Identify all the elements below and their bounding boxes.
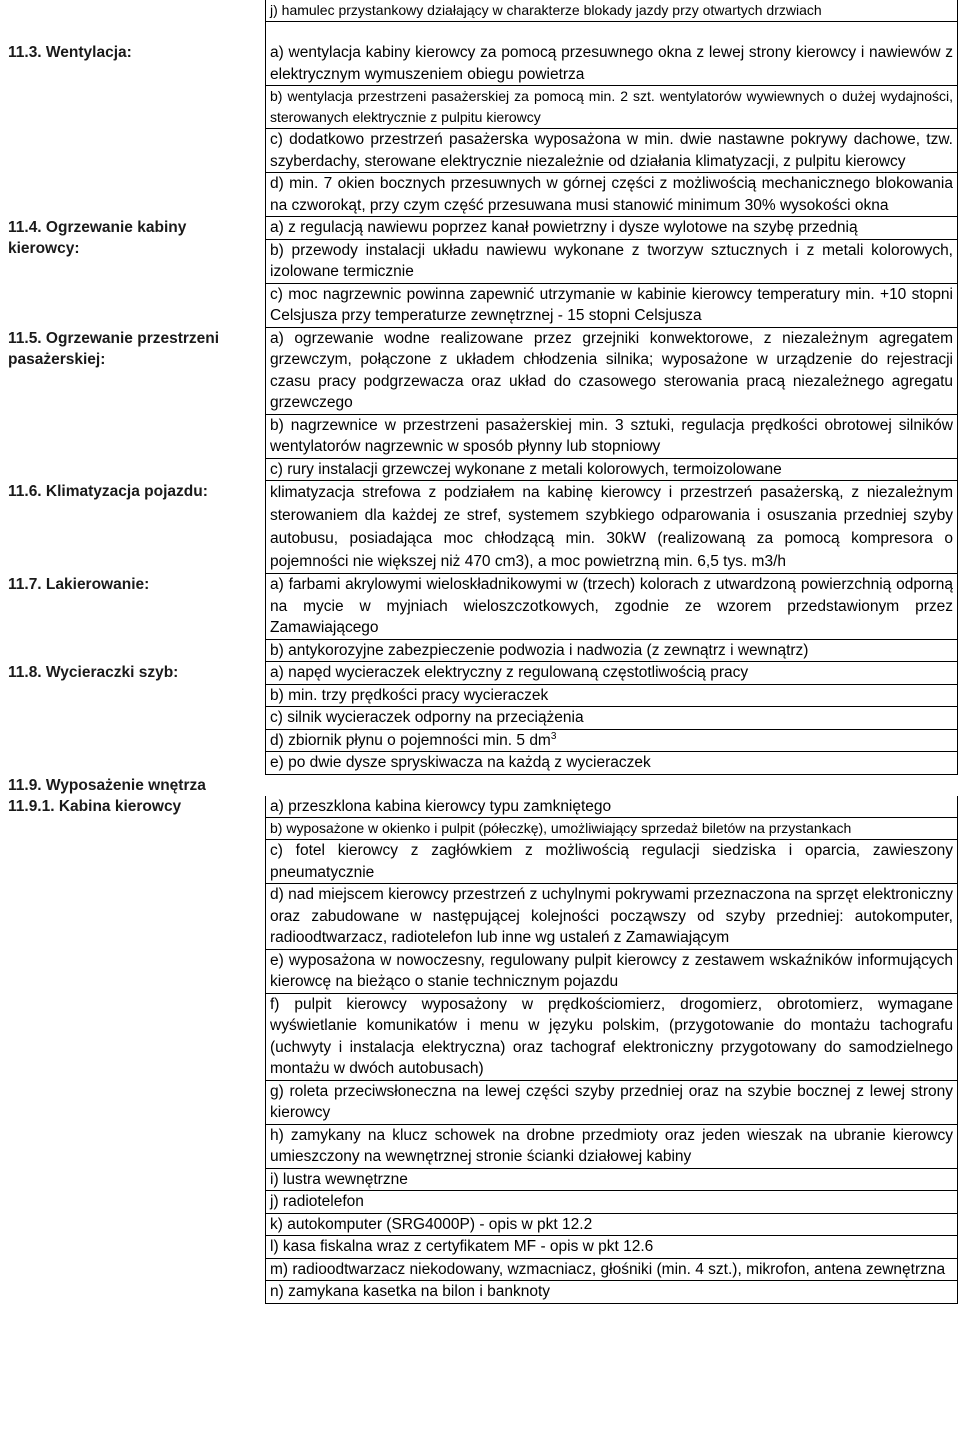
spec-item [266,840,957,884]
section-label: 11.9. Wyposażenie wnętrza [8,776,206,794]
spec-item-text: j) radiotelefon [270,1193,364,1210]
spec-item [266,328,957,415]
spec-item-text: j) hamulec przystankowy działający w charakterze blokady jazdy przy otwartych drzwiach [270,2,822,18]
spec-item [266,284,957,328]
spec-item-text: b) antykorozyjne zabezpieczenie podwozia i nadwozia (z zewnątrz i wewnątrz) [270,641,809,659]
spec-item-text: h) zamykany na klucz schowek na drobne przedmioty oraz jeden wieszak na ubranie kierowcy umieszczony na wewnętrznej stronie ścianki działowej kabiny [270,1126,953,1165]
spec-item [266,0,957,22]
section-label: 11.3. Wentylacja: [8,44,132,61]
section-content [265,662,958,775]
section-row [4,0,958,22]
section-label: 11.6. Klimatyzacja pojazdu: [8,483,208,500]
section-content [265,481,958,574]
spec-item [266,459,957,482]
spec-item-text: i) lustra wewnętrzne [270,1170,408,1188]
section-row [4,328,958,482]
section-row [4,42,958,217]
spec-item-text: d) zbiornik płynu o pojemności min. 5 dm [270,731,551,749]
spec-item-text: e) wyposażona w nowoczesny, regulowany pulpit kierowcy z zestawem wskaźników informujących kierowcę na bieżąco o stanie technicznym pojazdu [270,951,953,990]
section-content [265,328,958,482]
section-row [4,796,958,1304]
spec-item [266,574,957,640]
spec-item [266,1214,957,1237]
section-row [4,574,958,662]
spec-item [266,1169,957,1192]
spec-item-text: c) moc nagrzewnic powinna zapewnić utrzymanie w kabinie kierowcy temperatury min. +10 stopni Celsjusza przy temperaturze zewnętrznej - 15 stopni Celsjusza [270,285,953,324]
spec-item-text: g) roleta przeciwsłoneczna na lewej części szyby przedniej oraz na szybie bocznej z lewej strony kierowcy [270,1082,953,1121]
superscript: 3 [550,730,557,742]
spec-item-text: m) radioodtwarzacz niekodowany, wzmacniacz, głośniki (min. 4 szt.), mikrofon, antena zewnętrzna [270,1260,946,1278]
spec-item-text: k) autokomputer (SRG4000P) - opis w pkt 12.2 [270,1215,593,1233]
spec-item [266,796,957,819]
section-content [265,574,958,662]
spec-item [266,129,957,173]
spec-item [266,662,957,685]
section-label: 11.8. Wycieraczki szyb: [8,664,179,681]
spec-item [266,707,957,730]
section-row [4,481,958,574]
section-content [265,217,958,328]
spec-item-text: d) nad miejscem kierowcy przestrzeń z uchylnymi pokrywami przeznaczona na sprzęt elektroniczny oraz zabudowane w następującej kolejności począwszy od szyby przedniej: autokomputer, radioodtwarzacz, radiotelefon lub inne wg ustaleń z Zamawiającym [270,886,953,946]
spec-item [266,950,957,994]
spec-item-text: e) po dwie dysze spryskiwacza na każdą z wycieraczek [270,754,651,771]
spec-item-text: klimatyzacja strefowa z podziałem na kabinę kierowcy i przestrzeń pasażerską, z niezależnym sterowaniem dla każdej ze stref, systemem szybkiego odparowania i osuszania przedniej szyby autobusu, posiadająca moc chłodzącą min. 30kW (realizowaną za pomocą kompresora o pojemności nie większej niż 470 cm3), a moc powietrzną min. 6,5 tys. m3/h [270,484,953,570]
section-row [4,662,958,775]
spec-item-text: c) silnik wycieraczek odporny na przeciążenia [270,709,584,726]
spec-item [266,217,957,240]
spec-item [266,1191,957,1214]
spec-item-text: c) rury instalacji grzewczej wykonane z metali kolorowych, termoizolowane [270,460,782,478]
section-label [4,0,265,22]
spec-item-text: a) przeszklona kabina kierowcy typu zamkniętego [270,797,612,815]
spec-item-text: d) min. 7 okien bocznych przesuwnych w górnej części z możliwością mechanicznego blokowania na czworokąt, przy czym część przesuwana musi stanowić minimum 30% wysokości okna [270,175,953,214]
spec-item [266,481,957,574]
spec-item [266,1125,957,1169]
spec-item [266,685,957,708]
spec-item-text: b) wentylacja przestrzeni pasażerskiej za pomocą min. 2 szt. wentylatorów wywiewnych o dużej wydajności, sterowanych elektrycznie z pulpitu kierowcy [270,88,953,125]
section-label: 11.7. Lakierowanie: [8,576,150,593]
spec-item [266,173,957,217]
specification-table [4,0,958,1304]
section-row [4,217,958,328]
spec-item [266,1281,957,1304]
spec-item-text: b) min. trzy prędkości pracy wycieraczek [270,686,549,704]
spec-item [266,818,957,840]
spec-item-text: c) fotel kierowcy z zagłówkiem z możliwością regulacji siedziska i oparcia, zawieszony pneumatycznie [270,842,953,881]
spec-item-text: n) zamykana kasetka na bilon i banknoty [270,1283,551,1300]
spec-item [266,730,957,753]
section-label: 11.5. Ogrzewanie przestrzeni pasażerskiej: [8,329,220,368]
spec-item-text: b) nagrzewnice w przestrzeni pasażerskiej min. 3 sztuki, regulacja prędkości obrotowej silników wentylatorów nagrzewnic w sposób płynny lub stopniowy [270,416,953,455]
spec-item-text: b) przewody instalacji układu nawiewu wykonane z tworzyw sztucznych i z metali kolorowych, izolowane termicznie [270,241,953,280]
section-row [4,775,958,796]
spec-item [266,86,957,129]
spec-item [266,994,957,1081]
spec-item-text: a) napęd wycieraczek elektryczny z regulowaną częstotliwością pracy [270,664,749,681]
section-content [265,42,958,217]
spec-item-text: c) dodatkowo przestrzeń pasażerska wyposażona w min. dwie nastawne pokrywy dachowe, tzw. szyberdachy, sterowane elektrycznie niezależnie od działania klimatyzacji, z pulpitu kierowcy [270,131,953,170]
section-content [265,0,958,22]
spec-item-text: a) ogrzewanie wodne realizowane przez grzejniki konwektorowe, z niezależnym agregatem grzewczym, połączone z układem chłodzenia silnika; wyposażone w urządzenie do rejestracji czasu pracy podgrzewacza oraz układ do czasowego sterowania pracą niezależnego agregatu grzewczego [270,329,953,411]
section-content [265,775,958,796]
spec-item [266,240,957,284]
spec-item-text: a) z regulacją nawiewu poprzez kanał powietrzny i dysze wylotowe na szybę przednią [270,219,858,236]
spec-item [266,752,957,775]
spec-item-text: a) wentylacja kabiny kierowcy za pomocą przesuwnego okna z lewej strony kierowcy i nawiewów z elektrycznym wymuszeniem obiegu powietrza [270,44,953,83]
spec-item-text: b) wyposażone w okienko i pulpit (półeczkę), umożliwiający sprzedaż biletów na przystankach [270,820,852,836]
section-label: 11.9.1. Kabina kierowcy [8,797,182,815]
spec-item [266,884,957,950]
spec-item [266,1259,957,1282]
spacer [265,22,958,42]
spec-item [266,42,957,86]
spec-item [266,1081,957,1125]
section-content [265,796,958,1304]
spec-item-text: a) farbami akrylowymi wieloskładnikowymi w (trzech) kolorach z utwardzoną powierzchnią odporną na mycie w myjniach wieloszczotkowych, zgodnie ze wzorem przedstawionym przez Zamawiającego [270,576,953,636]
spec-item-text: l) kasa fiskalna wraz z certyfikatem MF - opis w pkt 12.6 [270,1238,654,1255]
spec-item [266,1236,957,1259]
spec-item-text: f) pulpit kierowcy wyposażony w prędkościomierz, drogomierz, obrotomierz, wymagane wyświetlanie komunikatów i menu w języku polskim, (przygotowanie do montażu tachografu (uchwyty i instalacja elektryczna) oraz tachograf elektroniczny przygotowany do samodzielnego montażu w dwóch autobusach) [270,995,953,1077]
spec-item [266,415,957,459]
spec-item [266,640,957,663]
section-label: 11.4. Ogrzewanie kabiny kierowcy: [8,219,187,257]
